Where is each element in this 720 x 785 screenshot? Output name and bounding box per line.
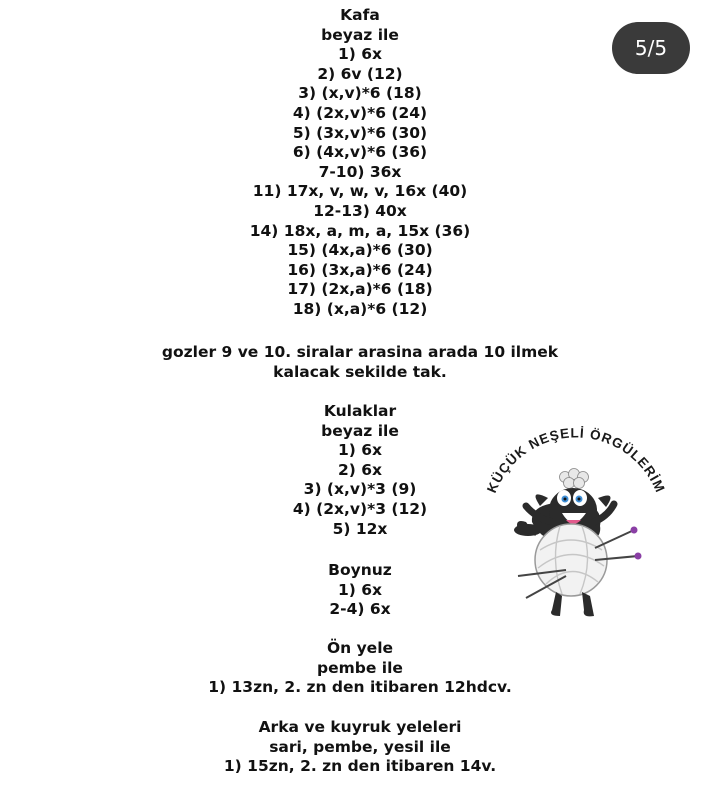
row-instruction: 5) 12x bbox=[332, 519, 388, 538]
color-note: beyaz ile bbox=[321, 421, 399, 440]
row-instruction: 4) (2x,v)*6 (24) bbox=[292, 103, 428, 122]
row-instruction: 2) 6v (12) bbox=[317, 64, 403, 83]
section-title-on-yele: Ön yele bbox=[326, 639, 394, 657]
note-line: kalacak sekilde tak. bbox=[273, 362, 447, 381]
color-note: sari, pembe, yesil ile bbox=[269, 737, 451, 756]
note-line: gozler 9 ve 10. siralar arasina arada 10 ilmek bbox=[161, 343, 559, 361]
section-title-kulaklar: Kulaklar bbox=[323, 402, 397, 420]
section-arka-kuyruk bbox=[0, 718, 720, 777]
row-instruction: 17) (2x,a)*6 (18) bbox=[287, 280, 433, 299]
sheep-logo bbox=[470, 410, 680, 625]
row-instruction: 11) 17x, v, w, v, 16x (40) bbox=[252, 182, 468, 201]
section-title-boynuz: Boynuz bbox=[328, 561, 392, 579]
row-instruction: 1) 13zn, 2. zn den itibaren 12hdcv. bbox=[208, 678, 512, 697]
section-gozler-note bbox=[0, 343, 720, 382]
row-instruction: 1) 6x bbox=[337, 441, 383, 460]
color-note: pembe ile bbox=[317, 658, 403, 677]
section-on-yele bbox=[0, 639, 720, 698]
row-instruction: 7-10) 36x bbox=[318, 162, 402, 181]
row-instruction: 5) (3x,v)*6 (30) bbox=[292, 123, 428, 142]
row-instruction: 2) 6x bbox=[337, 460, 383, 479]
row-instruction: 1) 6x bbox=[337, 45, 383, 64]
row-instruction: 18) (x,a)*6 (12) bbox=[292, 299, 428, 318]
row-instruction: 3) (x,v)*3 (9) bbox=[303, 480, 417, 499]
row-instruction: 12-13) 40x bbox=[313, 201, 407, 220]
row-instruction: 1) 6x bbox=[337, 580, 383, 599]
color-note: beyaz ile bbox=[321, 25, 399, 44]
row-instruction: 1) 15zn, 2. zn den itibaren 14v. bbox=[223, 757, 497, 776]
row-instruction: 4) (2x,v)*3 (12) bbox=[292, 499, 428, 518]
sheep-mascot-icon bbox=[514, 469, 642, 617]
section-title-kafa: Kafa bbox=[340, 6, 380, 24]
row-instruction: 16) (3x,a)*6 (24) bbox=[287, 260, 433, 279]
row-instruction: 2-4) 6x bbox=[329, 600, 391, 619]
logo-brand-text-path: KÜÇÜK NEŞELİ ÖRGÜLERİM bbox=[484, 425, 668, 496]
row-instruction: 14) 18x, a, m, a, 15x (36) bbox=[249, 221, 471, 240]
slide-counter-badge[interactable]: 5/5 bbox=[612, 22, 690, 74]
row-instruction: 3) (x,v)*6 (18) bbox=[298, 84, 422, 103]
section-title-arka-kuyruk: Arka ve kuyruk yeleleri bbox=[258, 718, 462, 736]
row-instruction: 6) (4x,v)*6 (36) bbox=[292, 143, 428, 162]
row-instruction: 15) (4x,a)*6 (30) bbox=[287, 241, 433, 260]
